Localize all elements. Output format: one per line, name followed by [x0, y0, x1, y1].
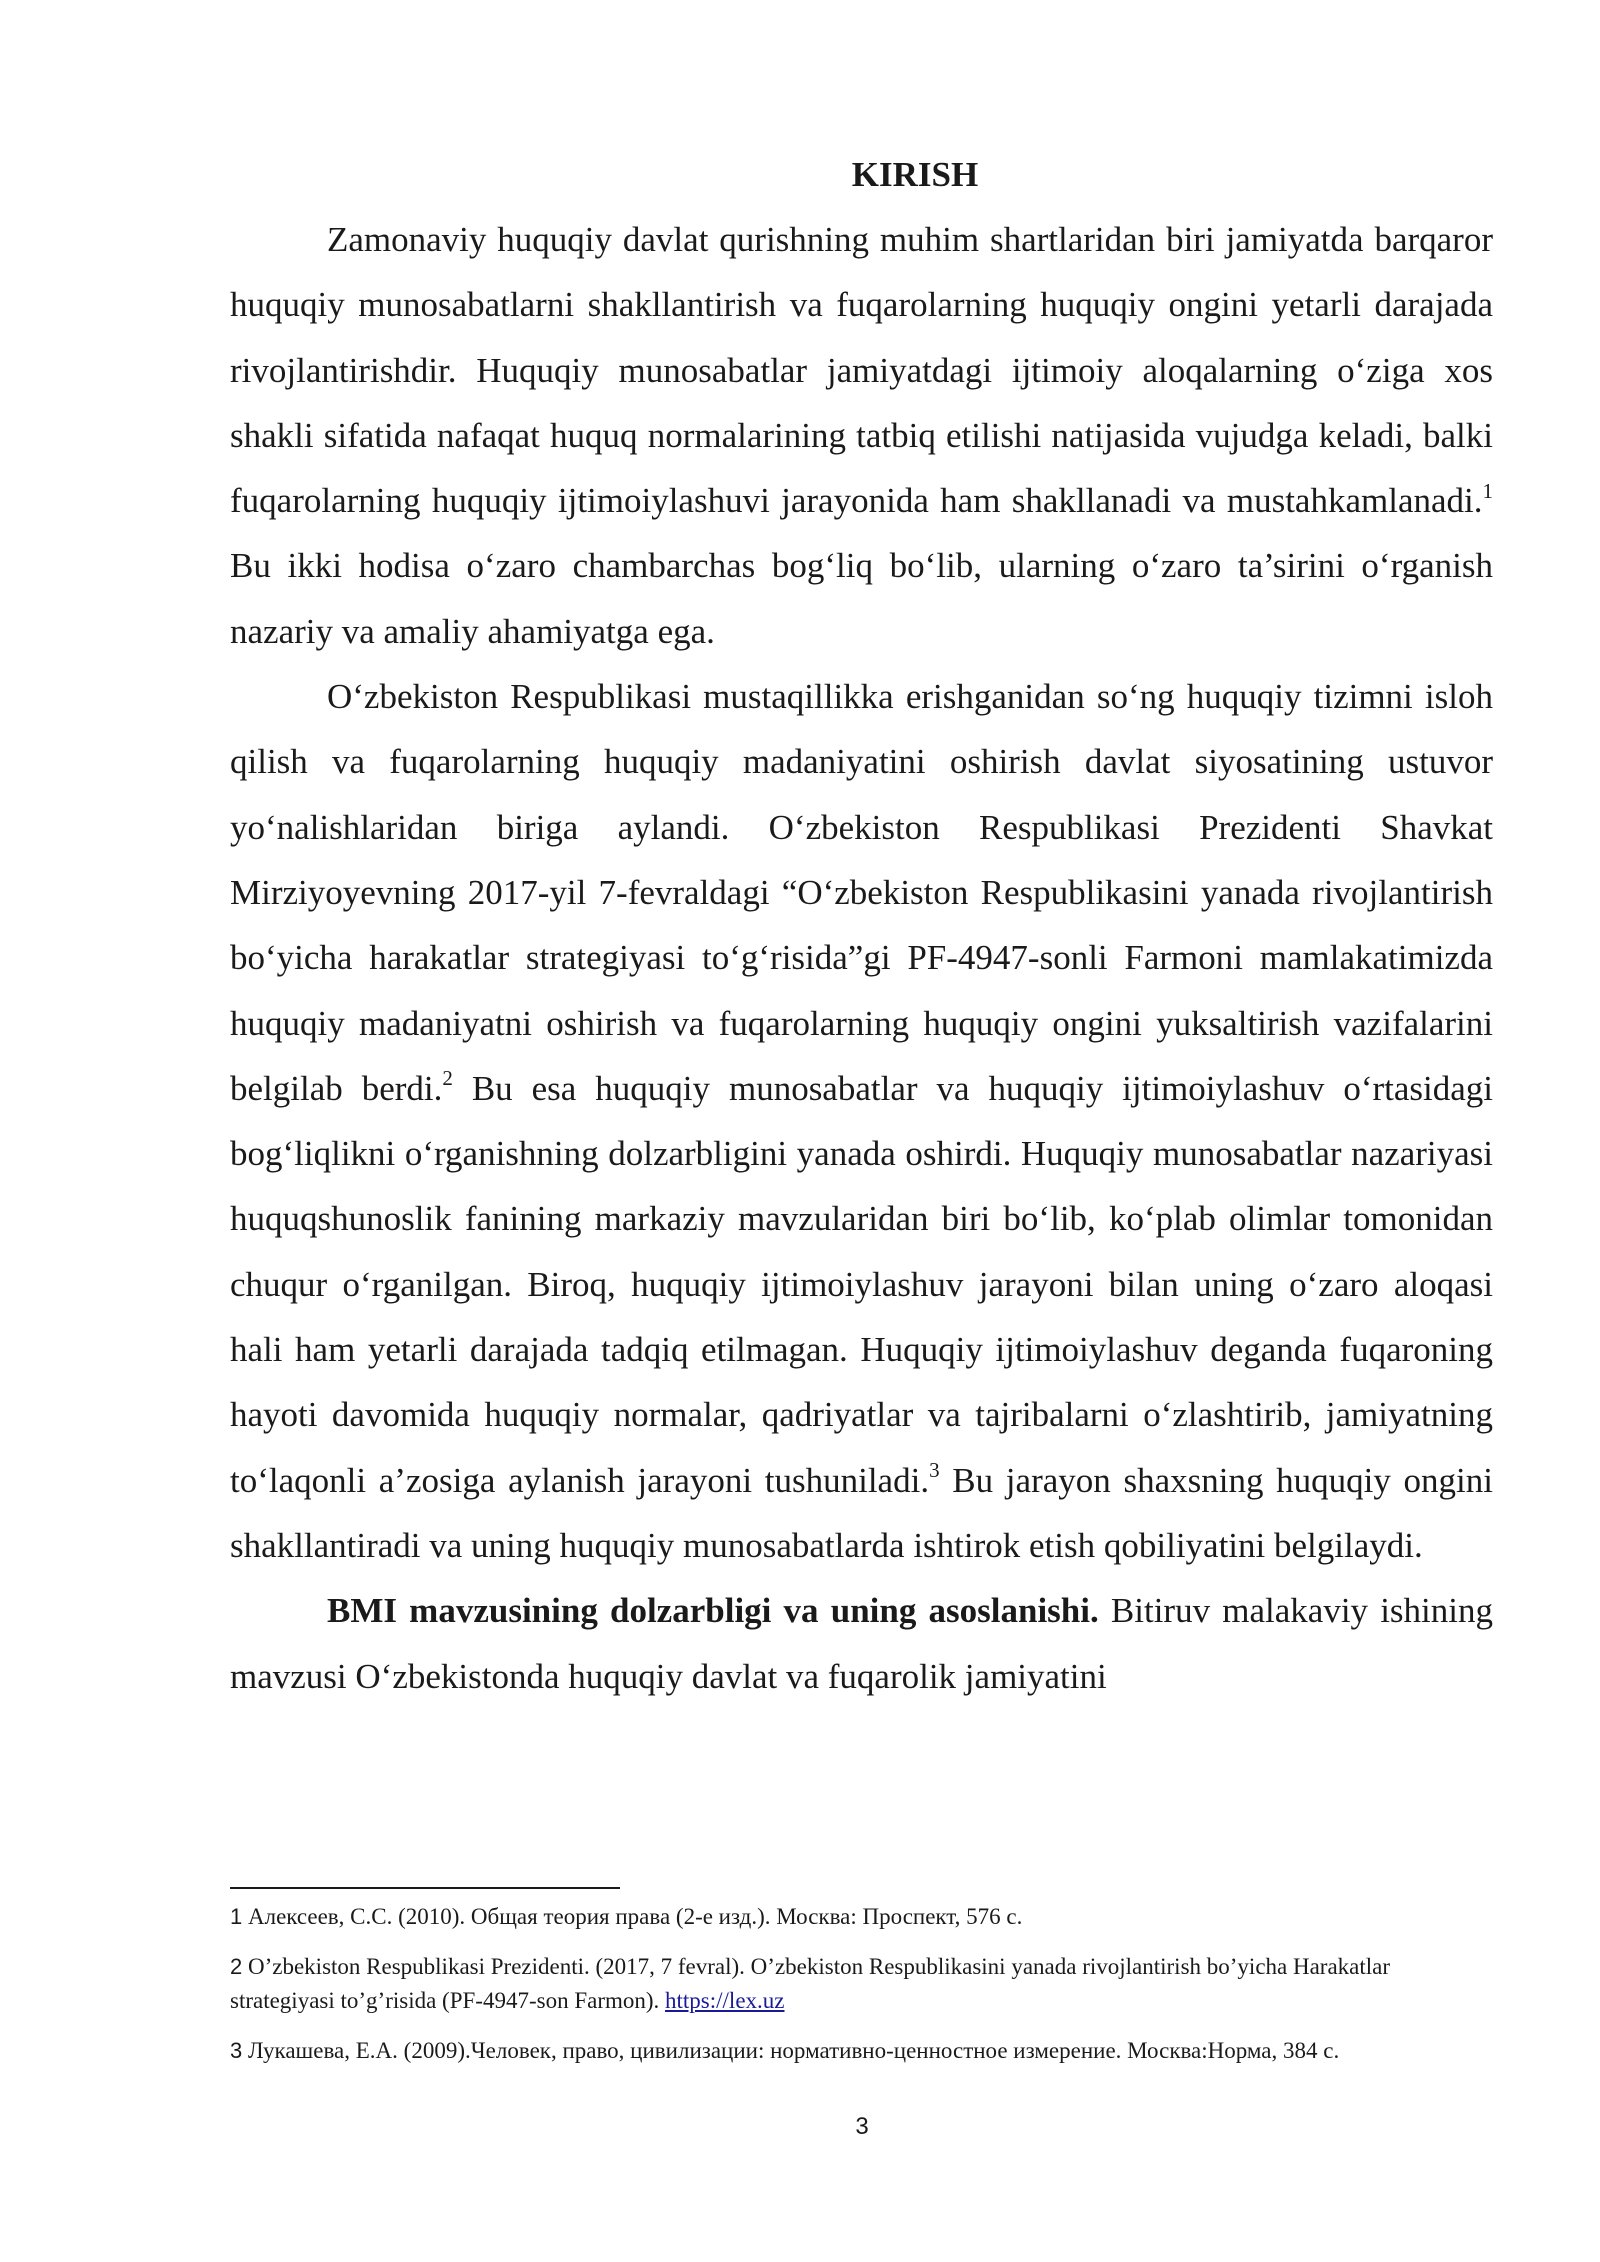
footnote-link[interactable]: https://lex.uz [665, 1988, 785, 2013]
paragraph-text: Bu ikki hodisa o‘zaro chambarchas bog‘liq bo‘lib, ularning o‘zaro ta’sirini o‘rganish nazariy va amaliy ahamiyatga ega. [230, 546, 1493, 651]
paragraph-text: Bitiruv malakaviy ishining mavzusi O‘zbekistonda huquqiy davlat va fuqarolik jamiyatini [230, 1591, 1494, 1696]
footnote-number: 1 [230, 1904, 243, 1929]
footnote-2 [230, 1950, 1493, 2018]
footnote-text: Алексеев, С.С. (2010). Общая теория права (2-е изд.). Москва: Проспект, 576 с. [248, 1904, 1023, 1929]
page-number: 3 [855, 2113, 869, 2140]
footnote-ref-1[interactable]: 1 [1482, 478, 1493, 503]
body-text [230, 207, 1493, 1709]
paragraph-lead-heading: BMI mavzusining dolzarbligi va uning asoslanishi. [327, 1591, 1099, 1631]
paragraph-1 [230, 207, 1493, 664]
footnote-3 [230, 2034, 1493, 2068]
section-title: KIRISH [851, 155, 979, 194]
footnote-text: Лукашева, Е.А. (2009).Человек, право, цивилизации: нормативно-ценностное измерение. Москва:Норма, 384 с. [248, 2038, 1340, 2063]
paragraph-text: Bu jarayon shaxsning huquqiy ongini shakllantiradi va uning huquqiy munosabatlarda ishtirok etish qobiliyatini belgilaydi. [230, 1460, 1493, 1565]
footnote-number: 2 [230, 1954, 243, 1979]
footnotes [230, 1900, 1493, 2084]
footnote-number: 3 [230, 2038, 243, 2063]
paragraph-text: Zamonaviy huquqiy davlat qurishning muhim shartlaridan biri jamiyatda barqaror huquqiy munosabatlarni shakllantirish va fuqarolarning huquqiy ongini yetarli darajada rivojlantirishdir. Huquqiy munosabatlar jamiyatdagi ijtimoiy aloqalarning o‘ziga xos shakli sifatida nafaqat huquq normalarining tatbiq etilishi natijasida vujudga keladi, balki fuqarolarning huquqiy ijtimoiylashuvi jarayonida ham shakllanadi va mustahkamlanadi. [230, 220, 1493, 521]
footnote-separator [230, 1887, 620, 1889]
paragraph-text: O‘zbekiston Respublikasi mustaqillikka erishganidan so‘ng huquqiy tizimni isloh qilish va fuqarolarning huquqiy madaniyatini oshirish davlat siyosatining ustuvor yo‘nalishlaridan biriga aylandi. O‘zbekiston Respublikasi Prezidenti Shavkat Mirziyoyevning 2017-yil 7-fevraldagi “O‘zbekiston Respublikasini yanada rivojlantirish bo‘yicha harakatlar strategiyasi to‘g‘risida”gi PF-4947-sonli Farmoni mamlakatimizda huquqiy madaniyatni oshirish va fuqarolarning huquqiy ongini yuksaltirish vazifalarini belgilab berdi. [230, 677, 1493, 1108]
footnote-ref-3[interactable]: 3 [929, 1457, 940, 1482]
footnote-1 [230, 1900, 1493, 1934]
footnote-text: O’zbekiston Respublikasi Prezidenti. (2017, 7 fevral). O’zbekiston Respublikasini yanada rivojlantirish bo’yicha Harakatlar strategiyasi to’g’risida (PF-4947-son Farmon). [230, 1954, 1391, 2013]
paragraph-2 [230, 664, 1493, 1578]
footnote-ref-2[interactable]: 2 [442, 1066, 453, 1091]
paragraph-3 [230, 1578, 1493, 1709]
paragraph-text: Bu esa huquqiy munosabatlar va huquqiy ijtimoiylashuv o‘rtasidagi bog‘liqlikni o‘rganishning dolzarbligini yanada oshirdi. Huquqiy munosabatlar nazariyasi huquqshunoslik fanining markaziy mavzularidan biri bo‘lib, ko‘plab olimlar tomonidan chuqur o‘rganilgan. Biroq, huquqiy ijtimoiylashuv jarayoni bilan uning o‘zaro aloqasi hali ham yetarli darajada tadqiq etilmagan. Huquqiy ijtimoiylashuv deganda fuqaroning hayoti davomida huquqiy normalar, qadriyatlar va tajribalarni o‘zlashtirib, jamiyatning to‘laqonli a’zosiga aylanish jarayoni tushuniladi. [230, 1068, 1494, 1500]
